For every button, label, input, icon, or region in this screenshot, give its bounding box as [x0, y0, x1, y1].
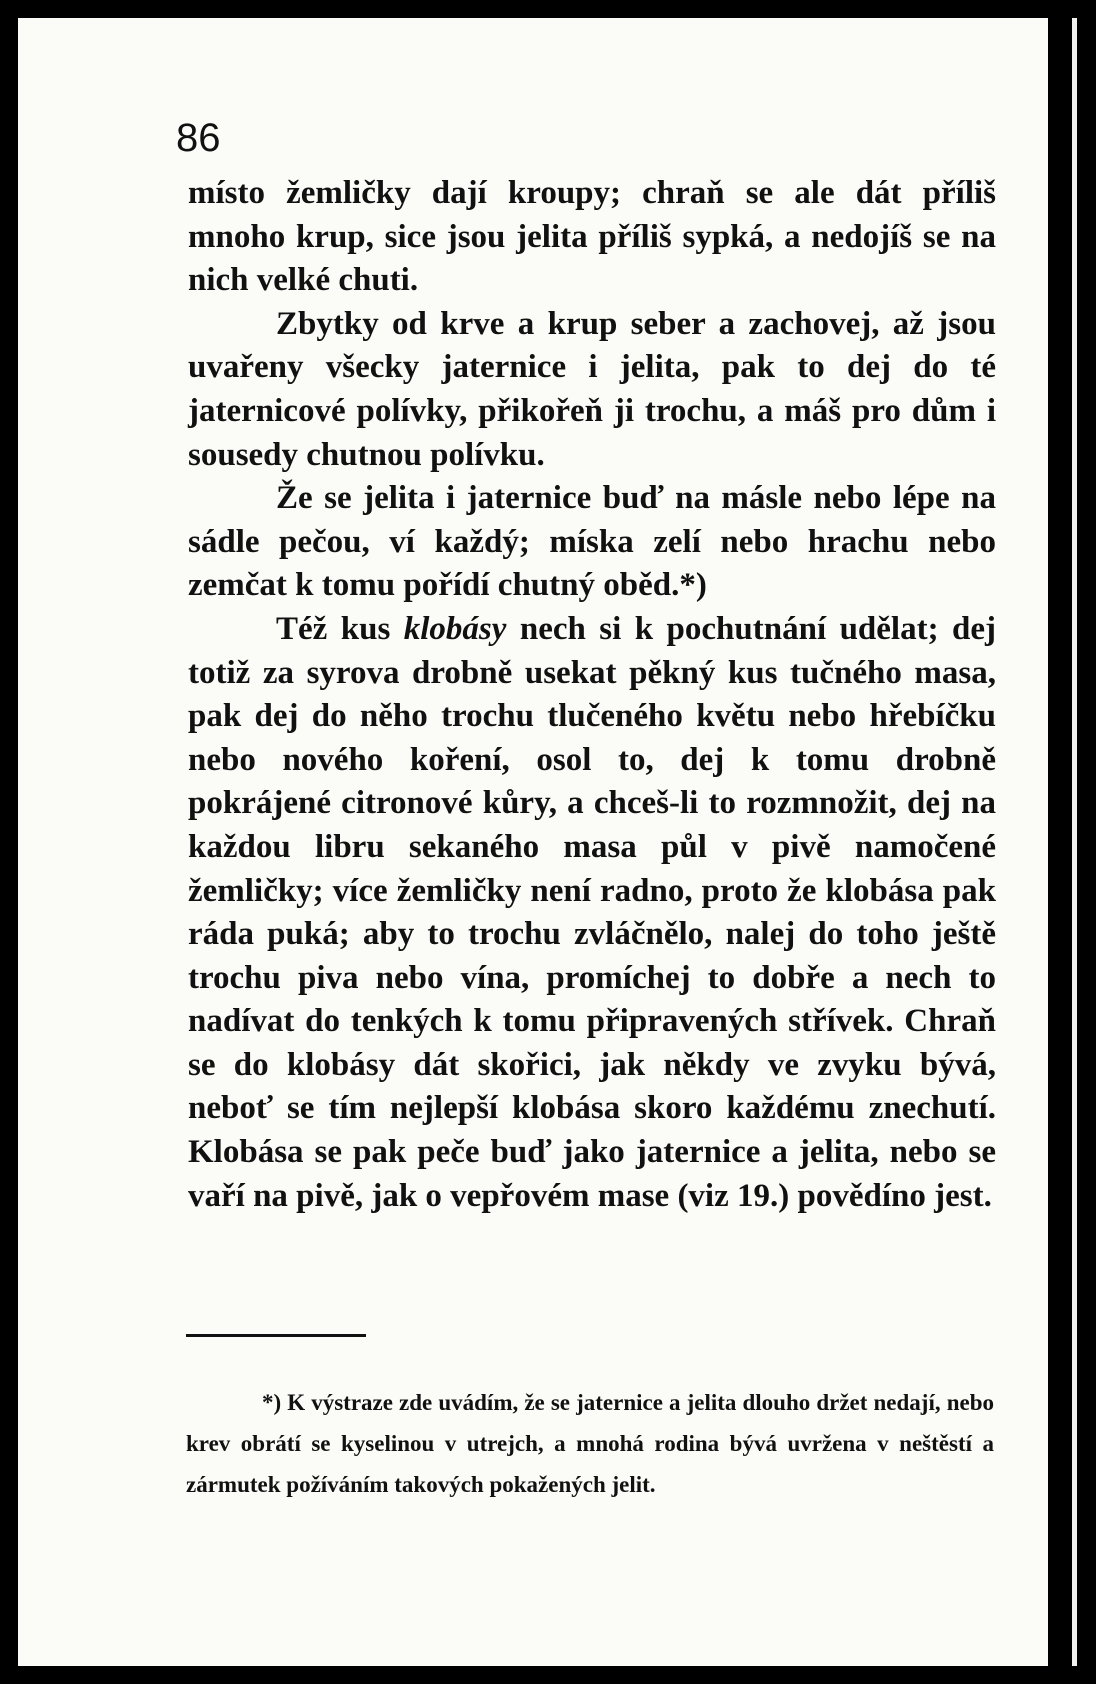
- paragraph-4-start: Též kus: [276, 610, 404, 647]
- paragraph-4-emphasis: klobásy: [403, 610, 507, 647]
- paragraph-3: Že se jelita i jaternice buď na másle nebo lépe na sádle pečou, ví každý; míska zelí nebo hrachu nebo zemčat k tomu pořídí chutný oběd.*): [188, 480, 996, 604]
- footnote-divider: [186, 1334, 366, 1337]
- main-text: [188, 172, 996, 1218]
- page-edge: [1072, 18, 1077, 1666]
- page-number: 86: [176, 116, 221, 160]
- paragraph-1: místo žemličky dají kroupy; chraň se ale dát příliš mnoho krup, sice jsou jelita příliš sypká, a nedojíš se na nich velké chuti.: [188, 175, 996, 299]
- paragraph-4: [188, 608, 996, 1218]
- paragraph-2: Zbytky od krve a krup seber a zachovej, až jsou uvařeny všecky jaternice i jelita, pak to dej do té jaternicové polívky, přikořeň ji trochu, a máš pro dům i sousedy chutnou polívku.: [188, 305, 996, 473]
- paragraph-4-rest: nech si k pochutnání udělat; dej totiž za syrova drobně usekat pěkný kus tučného masa, pak dej do něho trochu tlučeného květu nebo hřebíčku nebo nového koření, osol to, dej k tomu drobně pokrájené citronové kůry, a chceš-li to rozmnožit, dej na každou libru sekaného masa půl v pivě namočené žemličky; více žemličky není radno, proto že klobása pak ráda puká; aby to trochu zvláčnělo, nalej do toho ještě trochu piva nebo vína, promíchej to dobře a nech to nadívat do tenkých k tomu připravených střívek. Chraň se do klobásy dát skořici, jak někdy ve zvyku bývá, neboť se tím nejlepší klobása skoro každému znechutí. Klobása se pak peče buď jako jaternice a jelita, nebo se vaří na pivě, jak o vepřovém mase (viz 19.) povědíno jest.: [188, 610, 996, 1214]
- footnote: *) K výstraze zde uvádím, že se jaternice a jelita dlouho držet nedají, nebo krev obrátí se kyselinou v utrejch, a mnohá rodina bývá uvržena v neštěstí a zármutek požíváním takových pokažených jelit.: [186, 1390, 994, 1497]
